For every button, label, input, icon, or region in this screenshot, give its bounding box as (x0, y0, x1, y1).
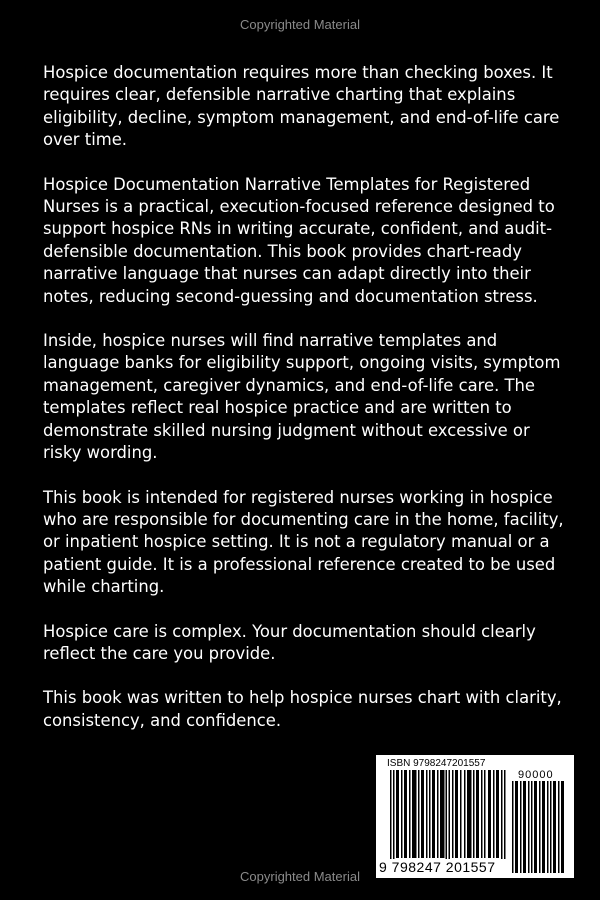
isbn-barcode-box (376, 755, 574, 878)
paragraph-book-overview: Hospice Documentation Narrative Templates for Registered Nurses is a practical, execution-focused reference designed to support hospice RNs in writing accurate, confident, and audit-defensible documentation. This book provides chart-ready narrative language that nurses can adapt directly into their notes, reducing second-guessing and documentation stress. (43, 174, 555, 306)
isbn-label: ISBN 9798247201557 (387, 758, 486, 769)
paragraph-complexity: Hospice care is complex. Your documentation should clearly reflect the care you provide. (43, 621, 536, 663)
paragraph-intro: Hospice documentation requires more than checking boxes. It requires clear, defensible narrative charting that explains eligibility, decline, symptom management, and end-of-life care over time. (43, 63, 560, 150)
ean13-barcode (384, 770, 510, 866)
copyright-watermark-top: Copyrighted Material (240, 17, 360, 32)
copyright-watermark-bottom: Copyrighted Material (240, 869, 360, 884)
paragraph-contents: Inside, hospice nurses will find narrative templates and language banks for eligibility support, ongoing visits, symptom management, caregiver dynamics, and end-of-life care. The templates reflect real hospice practice and are written to demonstrate skilled nursing judgment without excessive or risky wording. (43, 331, 561, 463)
paragraph-closing: This book was written to help hospice nurses chart with clarity, consistency, and confidence. (43, 688, 562, 730)
isbn-digits: 9 798247 201557 (379, 859, 507, 875)
price-addon-code: 90000 (518, 769, 554, 781)
back-cover-description (43, 62, 568, 754)
paragraph-audience: This book is intended for registered nurses working in hospice who are responsible for documenting care in the home, facility, or inpatient hospice setting. It is not a regulatory manual or a patient guide. It is a professional reference created to be used while charting. (43, 487, 564, 597)
price-addon-barcode (512, 781, 566, 873)
